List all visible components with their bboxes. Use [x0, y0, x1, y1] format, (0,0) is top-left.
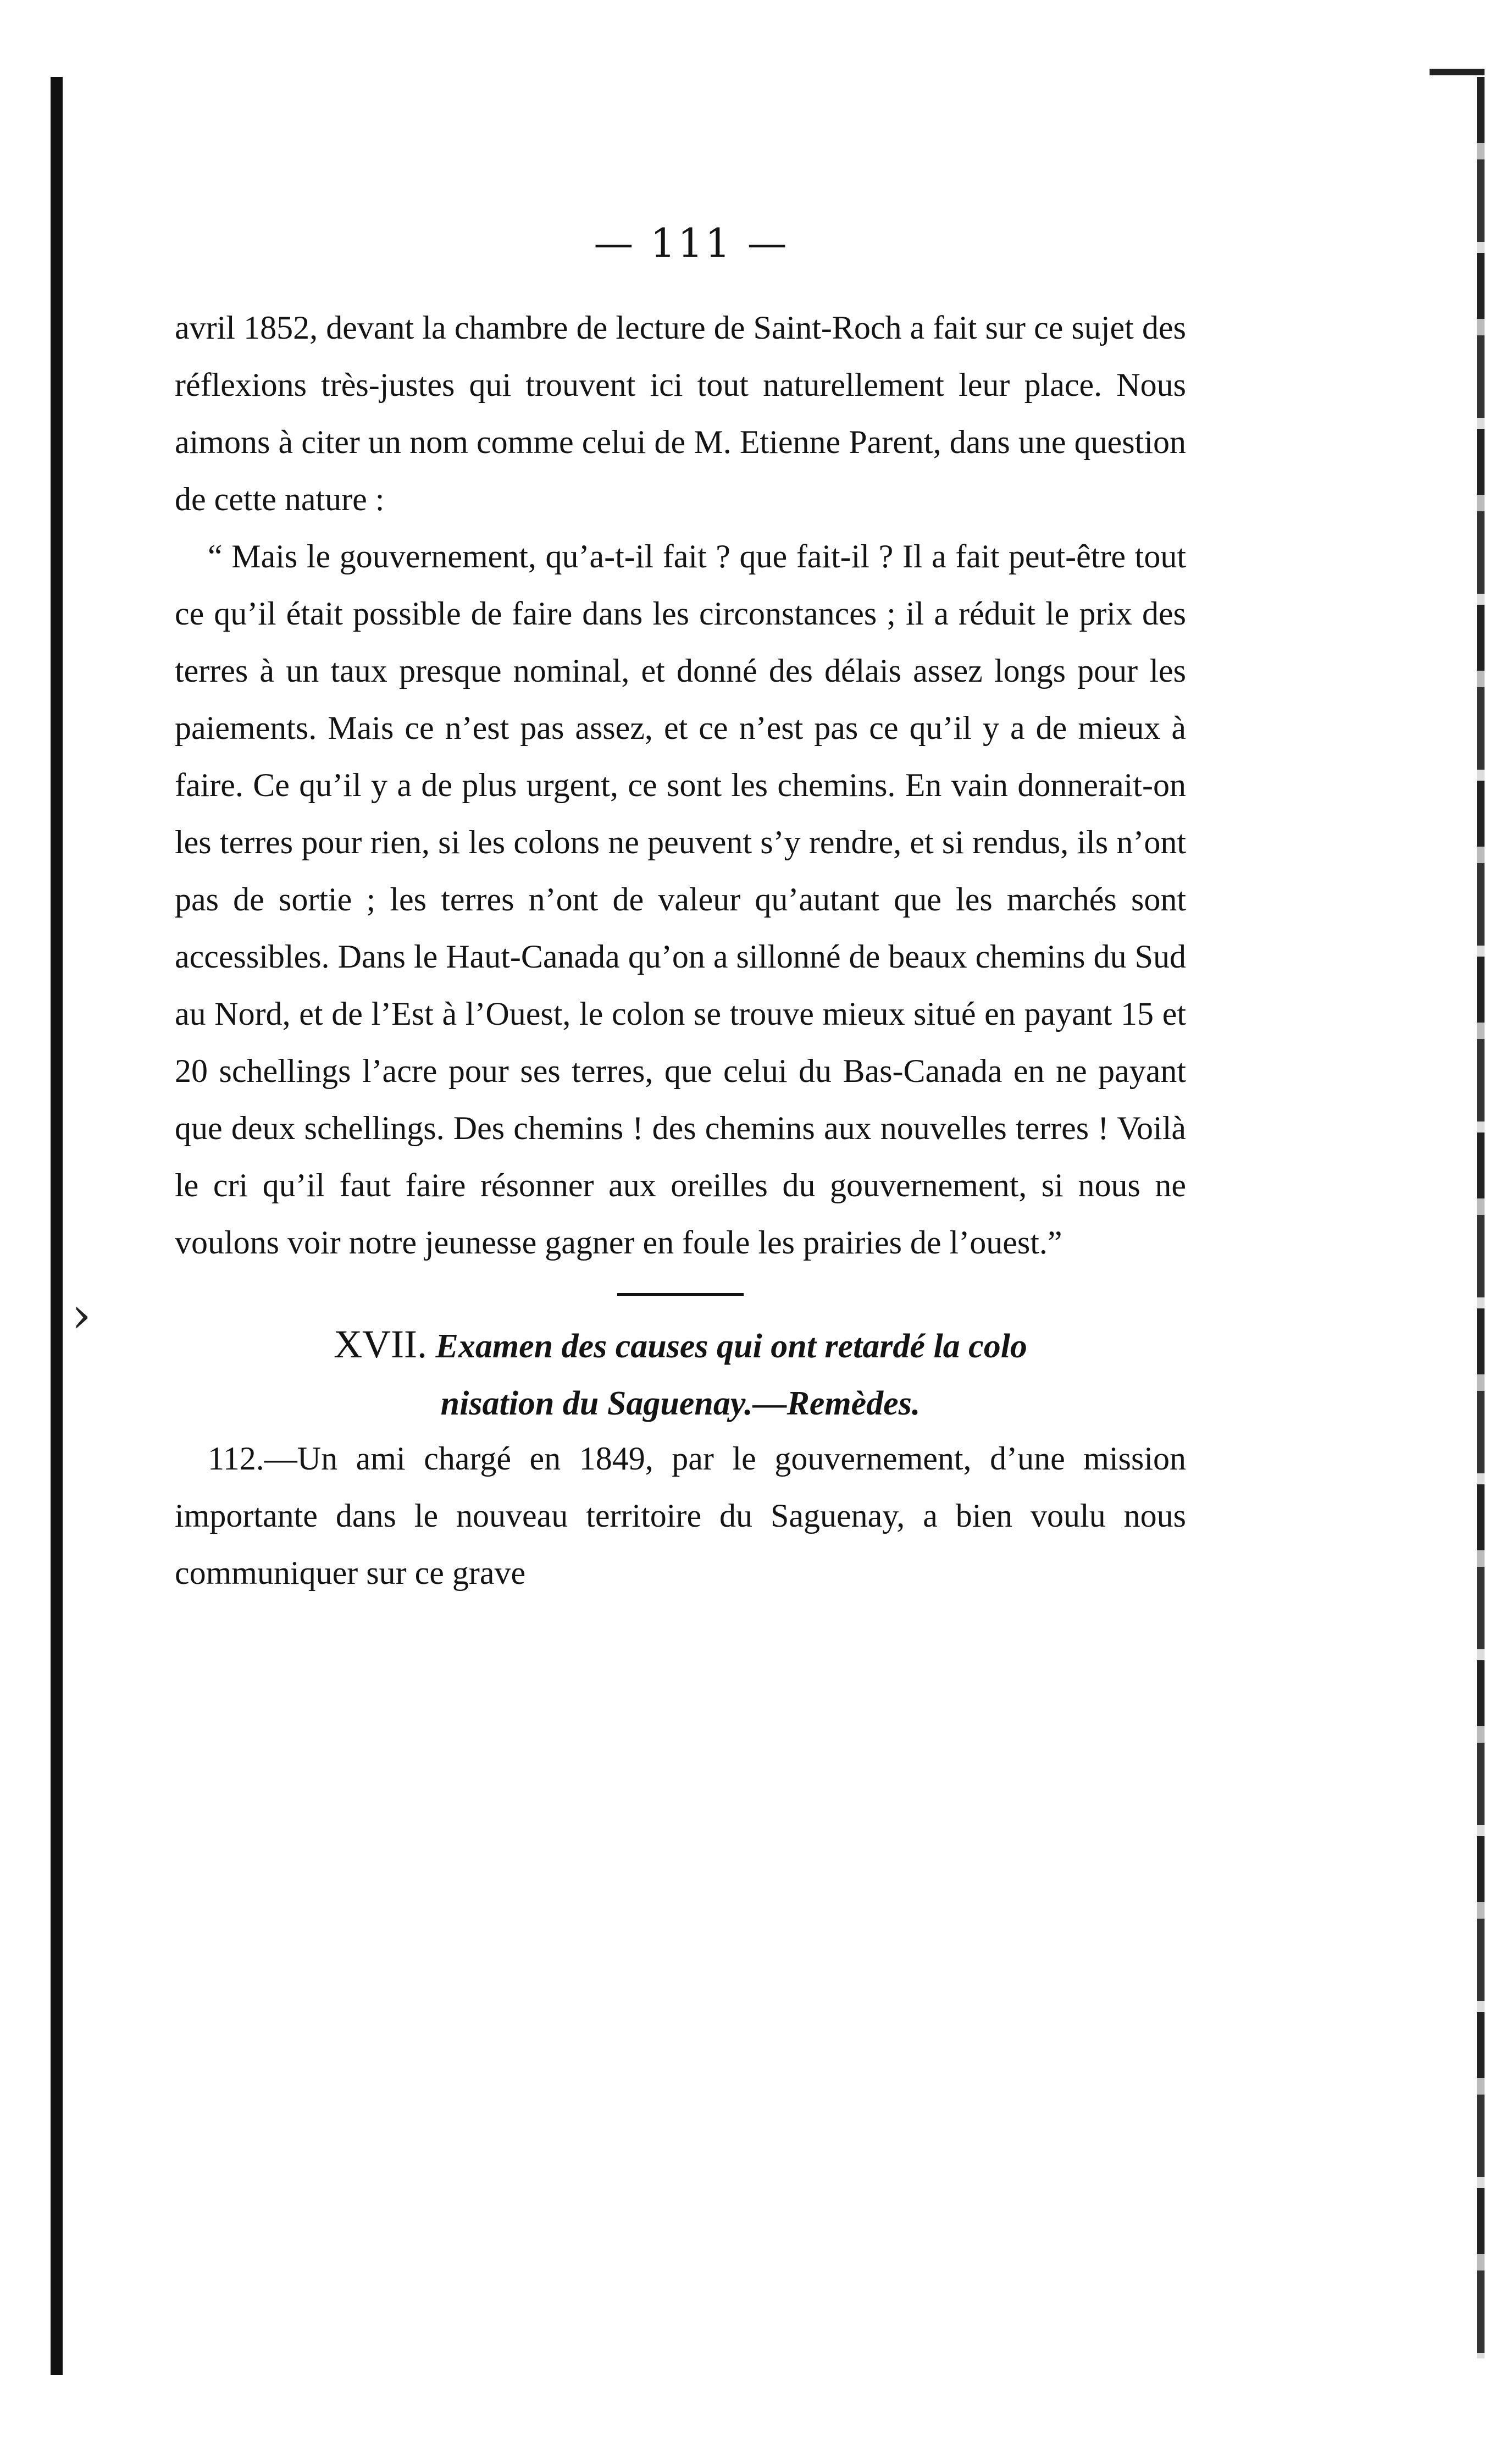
section-title-line1: Examen des causes qui ont retardé la colo — [435, 1328, 1027, 1365]
section-divider — [617, 1293, 744, 1296]
section-number: XVII. — [334, 1322, 428, 1366]
paragraph-intro: avril 1852, devant la chambre de lecture de Saint-Roch a fait sur ce sujet des réflexions très-justes qui trouvent ici tout naturellement leur place. Nous aimons à citer un nom comme celui de M. Etienne Parent, dans une question de cette nature : — [175, 310, 1186, 517]
section-title-line2: nisation du Saguenay.—Remèdes. — [440, 1385, 921, 1422]
paragraph-quote: “ Mais le gouvernement, qu’a-t-il fait ? que fait-il ? Il a fait peut-être tout ce qu’il était possible de faire dans les circonstances ; il a réduit le prix des terres à un taux presque nominal, et donné des délais assez longs pour les paiements. Mais ce n’est pas assez, et ce n’est pas ce qu’il y a de mieux à faire. Ce qu’il y a de plus urgent, ce sont les chemins. En vain donnerait-on les terres pour rien, si les colons ne peuvent s’y rendre, et si rendus, ils n’ont pas de sortie ; les terres n’ont de valeur qu’autant que les marchés sont accessibles. Dans le Haut-Canada qu’on a sillonné de beaux chemins du Sud au Nord, et de l’Est à l’Ouest, le colon se trouve mieux situé en payant 15 et 20 schellings l’acre pour ses terres, que celui du Bas-Canada en ne payant que deux schellings. Des chemins ! des chemins aux nouvelles terres ! Voilà le cri qu’il faut faire résonner aux oreilles du gouvernement, si nous ne voulons voir notre jeunesse gagner en foule les prairies de l’ouest.” — [175, 538, 1186, 1261]
book-page — [175, 220, 1186, 1601]
page-number: — 111 — — [594, 220, 789, 266]
scan-left-edge — [51, 77, 63, 2375]
paragraph-112: 112.—Un ami chargé en 1849, par le gouvernement, d’une mission importante dans le nouveau territoire du Saguenay, a bien voulu nous communiquer sur ce grave — [175, 1440, 1186, 1591]
section-heading — [175, 1318, 1186, 1373]
margin-mark: › — [71, 1286, 91, 1344]
scan-right-top-edge — [1430, 69, 1485, 75]
scan-right-edge — [1477, 77, 1485, 2358]
